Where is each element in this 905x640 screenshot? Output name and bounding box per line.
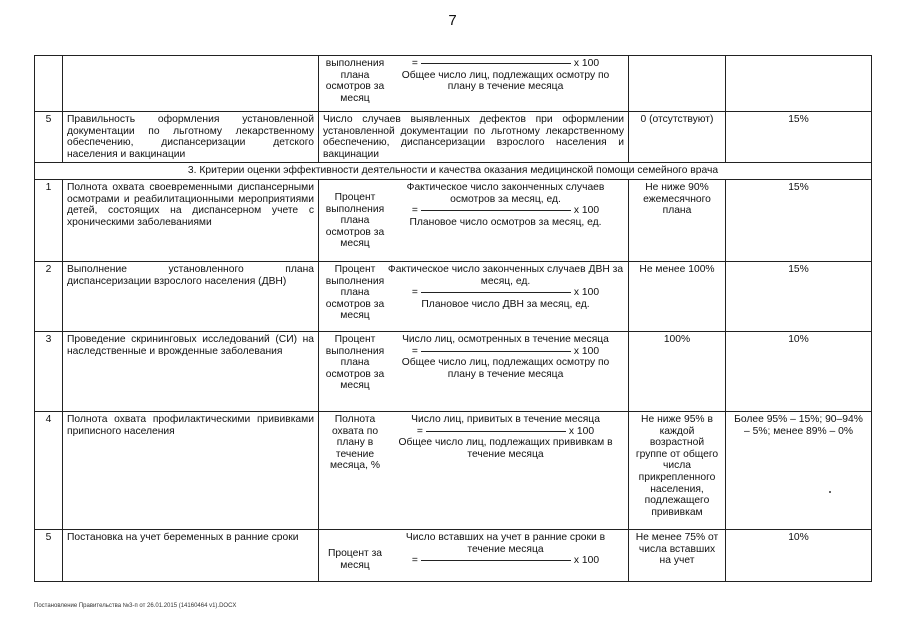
denominator: Общее число лиц, подлежащих прививкам в течение месяца [398, 437, 613, 460]
denominator: Плановое число ДВН за месяц, ед. [421, 298, 590, 310]
fraction-line: = х 100 [411, 555, 600, 567]
numerator: Число лиц, осмотренных в течение месяца [402, 333, 609, 345]
numerator: Число вставших на учет в ранние сроки в течение месяца [405, 531, 606, 555]
formula-cell [319, 411, 629, 529]
criterion-text: Полнота охвата профилактическими прививками приписного населения [63, 411, 319, 529]
page-number: 7 [448, 12, 457, 29]
row-number: 2 [35, 261, 63, 331]
table-row [35, 261, 872, 331]
formula-cell [319, 179, 629, 261]
formula-cell [319, 261, 629, 331]
numerator: Фактическое число законченных случаев осмотров за месяц, ед. [406, 181, 605, 205]
weight-value: 10% [726, 529, 872, 581]
fraction-line: = х 100 [411, 205, 600, 217]
numerator: Фактическое число законченных случаев ДВН за месяц, ед. [387, 263, 624, 287]
fraction-line: = х 100 [416, 425, 595, 437]
denominator: Общее число лиц, подлежащих осмотру по плану в течение месяца [401, 357, 610, 380]
table-row [35, 179, 872, 261]
target-value: Не ниже 90% ежемесячного плана [629, 179, 726, 261]
criterion-text: Полнота охвата своевременными диспансерными осмотрами и реабилитационными мероприятиями детей, состоящих на диспансерном учете с хроническими заболеваниями [63, 179, 319, 261]
stray-mark [829, 491, 831, 493]
measure-label: Процент выполнения плана осмотров за месяц [325, 333, 385, 392]
fraction-line: = х 100 [411, 58, 600, 69]
numerator: Число лиц, привитых в течение месяца [411, 413, 600, 425]
table-row [35, 529, 872, 581]
target-value: Не ниже 95% в каждой возрастной группе от общего числа прикрепленного населения, подлежащего прививкам [629, 411, 726, 529]
measure-label: Полнота охвата по плану в течение месяца, % [329, 413, 381, 472]
measure-label: Процент за месяц [327, 547, 383, 571]
formula-cell [319, 56, 629, 112]
measure-label: выполнения плана осмотров за месяц [325, 58, 385, 104]
criterion-text: Постановка на учет беременных в ранние сроки [63, 529, 319, 581]
document-footer: Постановление Правительства №3-п от 26.01.2015 (14160464 v1).DOCX [34, 603, 237, 609]
criteria-table [34, 55, 872, 582]
weight-value: 10% [726, 331, 872, 411]
target-value: Не менее 75% от числа вставших на учет [629, 529, 726, 581]
row-number: 3 [35, 331, 63, 411]
measure-label: Процент выполнения плана осмотров за месяц [325, 263, 385, 322]
table-row [35, 331, 872, 411]
fraction-line: = х 100 [411, 287, 600, 299]
formula-text: Число случаев выявленных дефектов при оформлении установленной документации по льготному лекарственному обеспечению, диспансеризации взрослого населения и вакцинации [319, 112, 629, 163]
criterion-text: Правильность оформления установленной документации по льготному лекарственному обеспечению, диспансеризации детского населения и вакцинации [63, 112, 319, 163]
row-number: 1 [35, 179, 63, 261]
table-row [35, 411, 872, 529]
weight-value: 15% [726, 112, 872, 163]
measure-label: Процент выполнения плана осмотров за месяц [325, 191, 385, 250]
formula-cell [319, 529, 629, 581]
section-heading-row [35, 163, 872, 180]
criterion-text: Проведение скрининговых исследований (СИ) на наследственные и врожденные заболевания [63, 331, 319, 411]
table-row [35, 112, 872, 163]
table-row-continuation [35, 56, 872, 112]
target-value: 100% [629, 331, 726, 411]
row-number: 4 [35, 411, 63, 529]
formula-cell [319, 331, 629, 411]
denominator: Плановое число осмотров за месяц, ед. [409, 216, 602, 228]
target-value: 0 (отсутствуют) [629, 112, 726, 163]
section-title: 3. Критерии оценки эффективности деятельности и качества оказания медицинской помощи семейного врача [35, 163, 872, 180]
row-number: 5 [35, 529, 63, 581]
row-number: 5 [35, 112, 63, 163]
criterion-text: Выполнение установленного плана диспансеризации взрослого населения (ДВН) [63, 261, 319, 331]
denominator: Общее число лиц, подлежащих осмотру по плану в течение месяца [401, 69, 610, 93]
weight-value: 15% [726, 261, 872, 331]
weight-value: Более 95% – 15%; 90–94% – 5%; менее 89% – 0% [726, 411, 872, 529]
target-value: Не менее 100% [629, 261, 726, 331]
weight-value: 15% [726, 179, 872, 261]
fraction-line: = х 100 [411, 345, 600, 357]
